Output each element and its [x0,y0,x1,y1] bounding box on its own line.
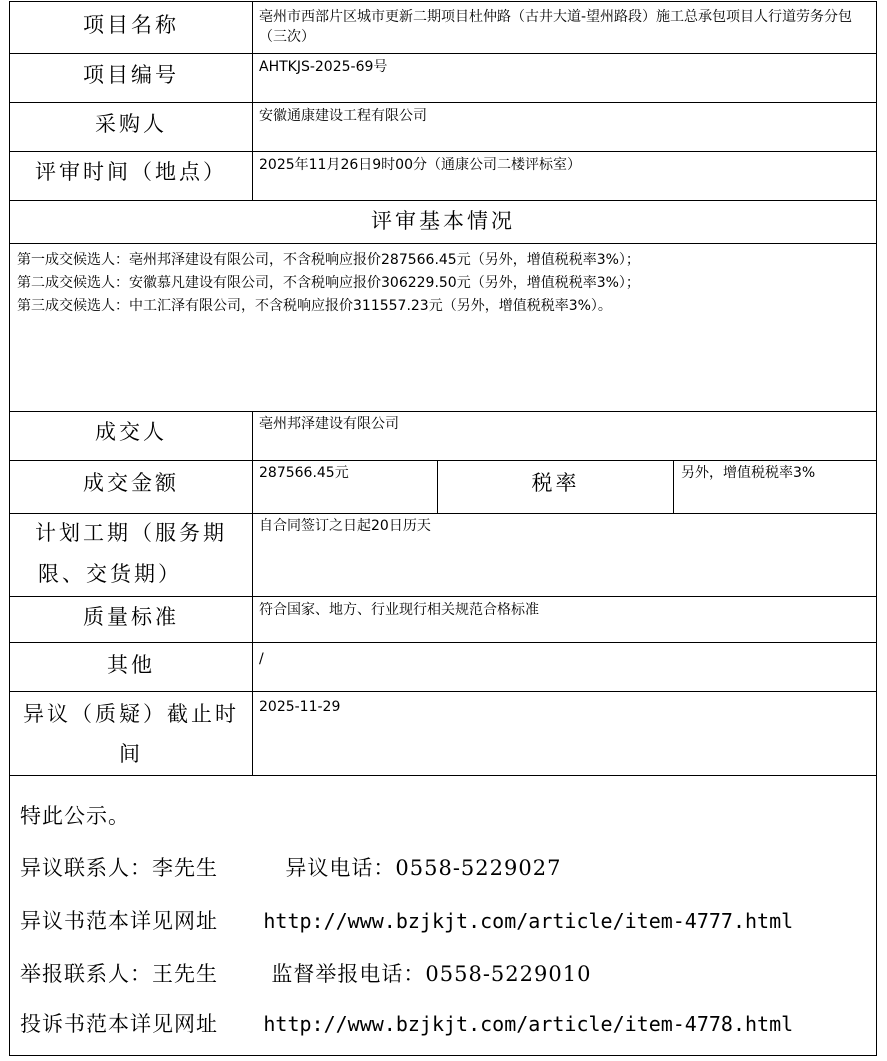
complaint-template-label: 投诉书范本详见网址 [20,1012,218,1036]
column-divider [252,1,253,200]
objection-template-url[interactable]: http://www.bzjkjt.com/article/item-4777.html [263,909,794,933]
schedule-label-cont: 限、交货期） [38,562,182,586]
objection-template-label: 异议书范本详见网址 [20,909,218,933]
review-time-value: 2025年11月26日9时00分（通康公司二楼评标室） [259,157,581,173]
row-divider [9,200,877,201]
candidate-line: 第二成交候选人：安徽慕凡建设有限公司，不含税响应报价306229.50元（另外，增值税税率3%）； [17,275,640,291]
project-name-label: 项目名称 [83,13,179,37]
objection-contact-line [20,852,561,882]
purchaser-value: 安徽通康建设工程有限公司 [259,108,427,124]
objection-phone: 异议电话：0558-5229027 [285,856,562,880]
row-divider [9,775,877,776]
column-divider [673,460,674,513]
objection-contact: 异议联系人：李先生 [20,856,218,880]
candidate-line: 第三成交候选人：中工汇泽有限公司，不含税响应报价311557.23元（另外，增值税税率3%）。 [17,298,612,314]
amount-value: 287566.45元 [259,465,349,481]
report-contact-line [20,958,591,988]
column-divider [252,411,253,775]
row-divider [9,460,877,461]
review-section-title: 评审基本情况 [371,209,515,233]
announce-text: 特此公示。 [20,804,130,828]
objection-deadline-value: 2025-11-29 [259,699,341,715]
schedule-label: 计划工期（服务期 [35,521,227,545]
candidate-line: 第一成交候选人：亳州邦泽建设有限公司，不含税响应报价287566.45元（另外，增值税税率3%）； [17,252,640,268]
report-phone: 监督举报电话：0558-5229010 [271,962,592,986]
other-label: 其他 [107,653,155,677]
quality-label: 质量标准 [83,605,179,629]
objection-template-line [20,905,793,935]
review-time-label: 评审时间（地点） [35,160,227,184]
row-divider [9,642,877,643]
winner-value: 亳州邦泽建设有限公司 [259,416,399,432]
project-name-value: 亳州市西部片区城市更新二期项目杜仲路（古井大道-望州路段）施工总承包项目人行道劳务分包（三次） [259,9,853,45]
project-number-label: 项目编号 [83,63,179,87]
other-value: / [259,651,264,667]
tax-rate-value: 另外，增值税税率3% [681,465,816,481]
row-divider [9,243,877,244]
schedule-value: 自合同签订之日起20日历天 [259,518,431,534]
tax-rate-label: 税率 [531,471,580,495]
project-number-value: AHTKJS-2025-69号 [259,59,388,75]
report-contact: 举报联系人：王先生 [20,962,218,986]
row-divider [9,691,877,692]
complaint-template-url[interactable]: http://www.bzjkjt.com/article/item-4778.html [263,1012,794,1036]
complaint-template-line [20,1008,793,1038]
amount-label: 成交金额 [83,471,179,495]
quality-value: 符合国家、地方、行业现行相关规范合格标准 [259,602,539,618]
purchaser-label: 采购人 [95,112,167,136]
winner-label: 成交人 [95,420,167,444]
objection-deadline-label: 异议（质疑）截止时 [23,702,239,726]
objection-deadline-label-cont: 间 [119,742,143,766]
